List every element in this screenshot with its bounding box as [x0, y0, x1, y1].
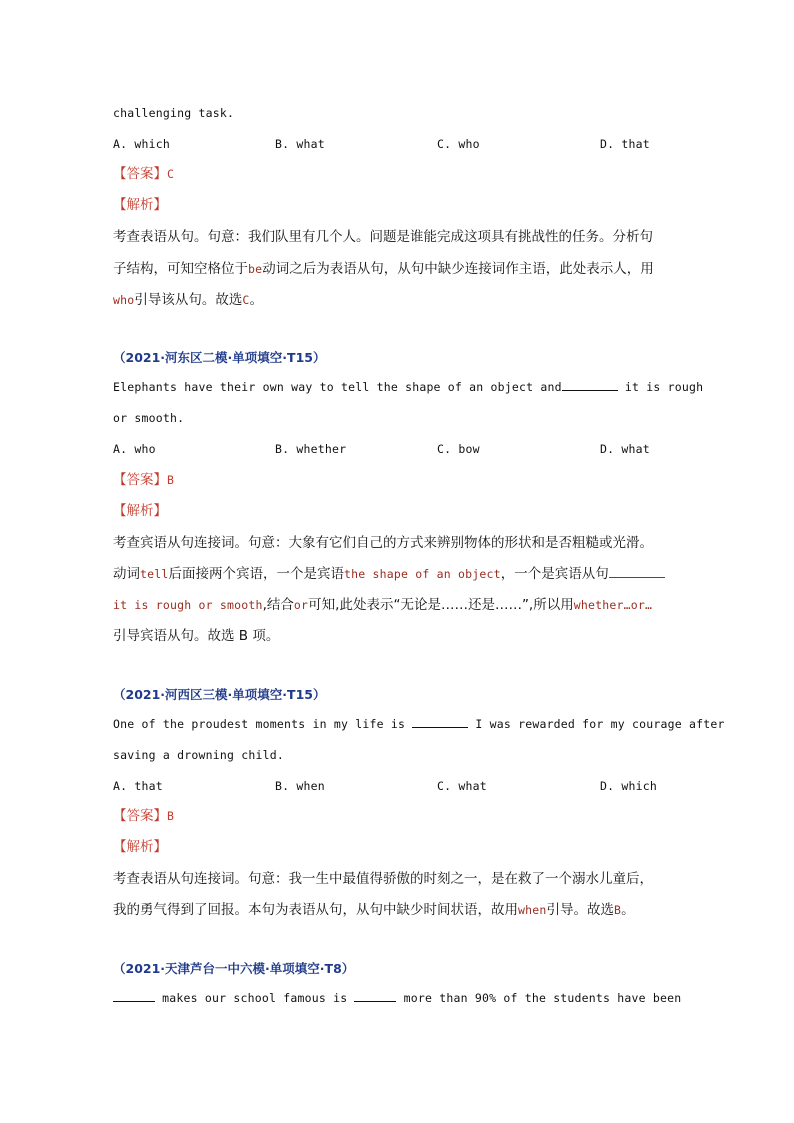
analysis-label: 【解析】: [113, 197, 167, 213]
answer-label: 【答案】: [113, 472, 167, 488]
analysis-text: 子结构，可知空格位于be动词之后为表语从句，从句中缺少连接词作主语，此处表示人，用: [113, 261, 654, 277]
question-stem-tail: challenging task.: [113, 106, 235, 120]
option-c: C. bow: [437, 442, 480, 456]
answer-label: 【答案】: [113, 166, 167, 182]
option-d: D. which: [600, 779, 657, 793]
question-stem: One of the proudest moments in my life is I was rewarded for my courage after: [113, 717, 725, 731]
question-stem: saving a drowning child.: [113, 748, 284, 762]
option-a: A. which: [113, 137, 170, 151]
option-c: C. what: [437, 779, 487, 793]
option-d: D. that: [600, 137, 650, 151]
answer-blank: [412, 715, 468, 728]
analysis-label: 【解析】: [113, 839, 167, 855]
answer-line: [113, 807, 688, 825]
option-c: C. who: [437, 137, 480, 151]
question-source: （2021·天津芦台一中六模·单项填空·T8）: [113, 961, 355, 976]
option-a: A. that: [113, 779, 163, 793]
question-stem: Elephants have their own way to tell the shape of an object and it is rough: [113, 380, 704, 394]
analysis-text: 动词tell后面接两个宾语，一个是宾语the shape of an object，一个是宾语从句: [113, 565, 688, 583]
question-source: （2021·河西区三模·单项填空·T15）: [113, 687, 326, 702]
answer-blank: [609, 565, 665, 578]
question-stem: makes our school famous is more than 90% of the students have been: [113, 989, 688, 1007]
analysis-text: 考查宾语从句连接词。句意：大象有它们自己的方式来辨别物体的形状和是否粗糙或光滑。: [113, 535, 653, 551]
option-d: D. what: [600, 442, 650, 456]
analysis-text: 考查表语从句。句意：我们队里有几个人。问题是谁能完成这项具有挑战性的任务。分析句: [113, 229, 653, 245]
analysis-label: 【解析】: [113, 503, 167, 519]
analysis-text: it is rough or smooth,结合or可知,此处表示“无论是……还是……”,所以用whether…or…: [113, 597, 653, 613]
analysis-text: 我的勇气得到了回报。本句为表语从句，从句中缺少时间状语，故用when引导。故选B。: [113, 902, 635, 918]
answer-value: C: [167, 167, 175, 181]
answer-line: [113, 471, 688, 489]
answer-line: [113, 165, 688, 183]
option-b: B. whether: [275, 442, 347, 456]
answer-blank: [113, 989, 155, 1002]
analysis-text: who引导该从句。故选C。: [113, 292, 263, 308]
analysis-text: 考查表语从句连接词。句意：我一生中最值得骄傲的时刻之一，是在救了一个溺水儿童后，: [113, 871, 653, 887]
option-b: B. what: [275, 137, 325, 151]
analysis-text: 引导宾语从句。故选 B 项。: [113, 628, 280, 644]
answer-blank: [354, 989, 396, 1002]
option-a: A. who: [113, 442, 156, 456]
answer-value: B: [167, 809, 175, 823]
answer-blank: [562, 378, 618, 391]
question-stem: or smooth.: [113, 411, 185, 425]
answer-value: B: [167, 473, 175, 487]
question-source: （2021·河东区二模·单项填空·T15）: [113, 350, 326, 365]
option-b: B. when: [275, 779, 325, 793]
answer-label: 【答案】: [113, 808, 167, 824]
